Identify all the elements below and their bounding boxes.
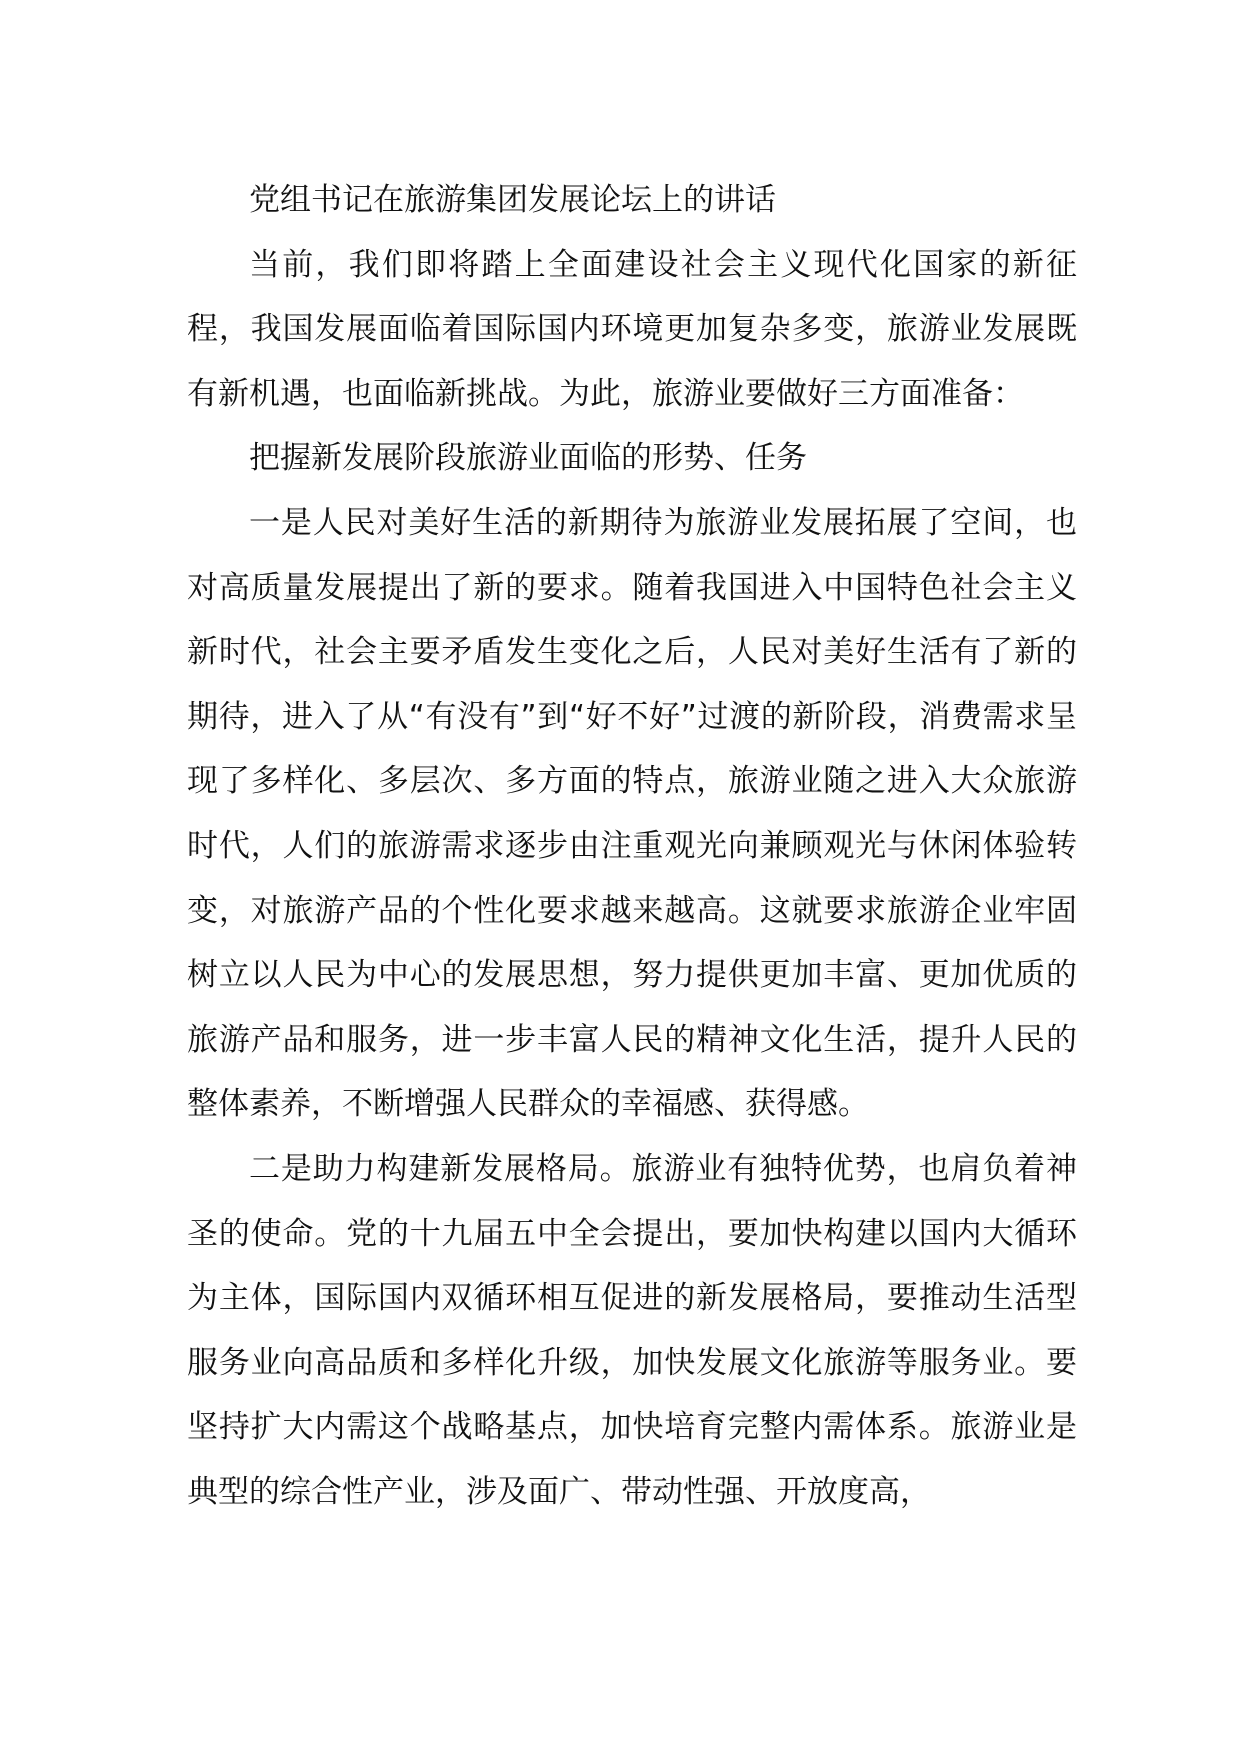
- paragraph-point-one: 一是人民对美好生活的新期待为旅游业发展拓展了空间，也对高质量发展提出了新的要求。随着我国进入中国特色社会主义新时代，社会主要矛盾发生变化之后，人民对美好生活有了新的期待，进入了从“有没有”到“好不好”过渡的新阶段，消费需求呈现了多样化、多层次、多方面的特点，旅游业随之进入大众旅游时代，人们的旅游需求逐步由注重观光向兼顾观光与休闲体验转变，对旅游产品的个性化要求越来越高。这就要求旅游企业牢固树立以人民为中心的发展思想，努力提供更加丰富、更加优质的旅游产品和服务，进一步丰富人民的精神文化生活，提升人民的整体素养，不断增强人民群众的幸福感、获得感。: [187, 504, 1077, 1123]
- paragraph-point-two: 二是助力构建新发展格局。旅游业有独特优势，也肩负着神圣的使命。党的十九届五中全会提出，要加快构建以国内大循环为主体，国际国内双循环相互促进的新发展格局，要推动生活型服务业向高品质和多样化升级，加快发展文化旅游等服务业。要坚持扩大内需这个战略基点，加快培育完整内需体系。旅游业是典型的综合性产业，涉及面广、带动性强、开放度高，: [187, 1150, 1077, 1510]
- document-title: 党组书记在旅游集团发展论坛上的讲话: [249, 182, 776, 218]
- paragraph-intro: 当前，我们即将踏上全面建设社会主义现代化国家的新征程，我国发展面临着国际国内环境更加复杂多变，旅游业发展既有新机遇，也面临新挑战。为此，旅游业要做好三方面准备：: [187, 246, 1077, 412]
- section-heading: 把握新发展阶段旅游业面临的形势、任务: [249, 440, 807, 477]
- document-body: [187, 168, 1077, 1524]
